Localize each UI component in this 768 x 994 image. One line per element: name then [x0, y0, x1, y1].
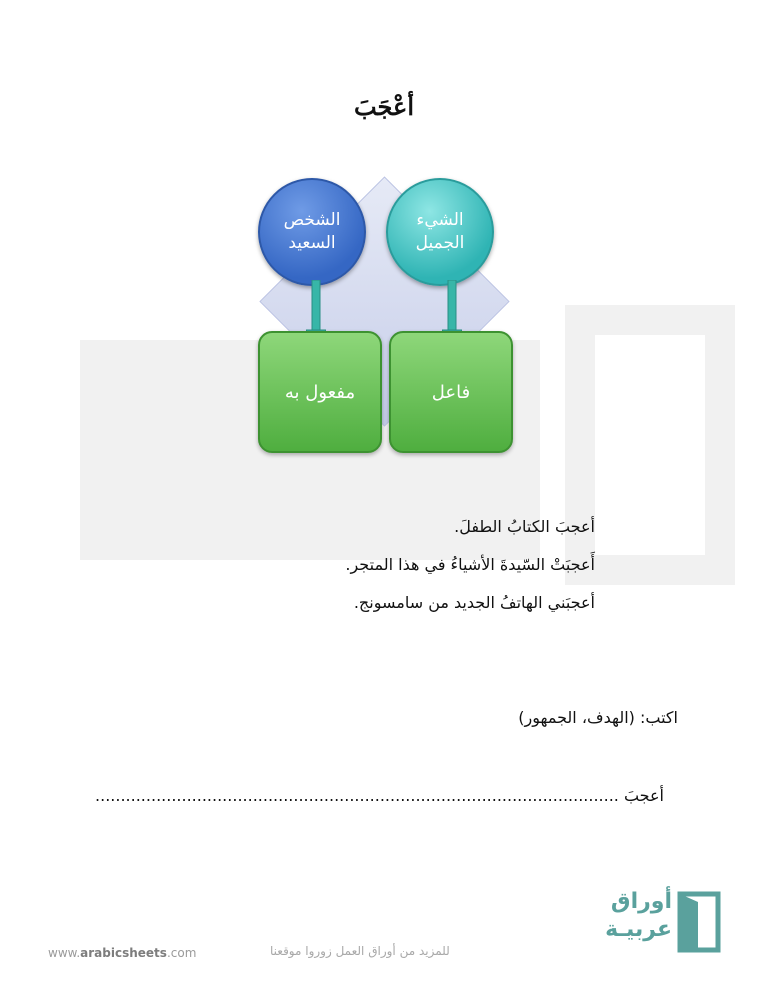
- circle-left-line2: السعيد: [288, 233, 336, 253]
- footer-website: [48, 946, 196, 960]
- box-object-label: مفعول به: [284, 381, 356, 403]
- logo-line2: عربيـة: [605, 917, 672, 942]
- circle-happy-person: [258, 178, 366, 286]
- logo-text: [580, 888, 672, 944]
- circle-right-line2: الجميل: [415, 233, 465, 253]
- logo-line1: أوراق: [610, 889, 672, 914]
- example-line: أعجبَني الهاتفُ الجديد من سامسونج.: [353, 593, 595, 612]
- box-subject: [389, 331, 513, 453]
- circle-right-line1: الشيء: [416, 210, 464, 231]
- writing-instruction: اكتب: (الهدف، الجمهور): [518, 708, 678, 727]
- page-title: أعْجَبَ: [353, 92, 415, 121]
- answer-line[interactable]: أعجبَ .......................................................................................................: [95, 786, 664, 805]
- footer-url-bold: arabicsheets: [80, 946, 167, 960]
- brand-logo: [580, 888, 730, 958]
- circle-beautiful-thing: [386, 178, 494, 286]
- box-subject-label: فاعل: [431, 381, 471, 403]
- grammar-diagram: [226, 168, 546, 478]
- footer-tagline: للمزيد من أوراق العمل زوروا موقعنا: [270, 944, 450, 958]
- circle-left-line1: الشخص: [283, 210, 341, 231]
- example-line: أعجبَ الكتابُ الطفلَ.: [454, 517, 595, 536]
- box-object: [258, 331, 382, 453]
- footer-url-suffix: .com: [166, 946, 197, 960]
- example-line: أَعجبَتْ السّيدةَ الأشياءُ في هذا المتجر.: [345, 555, 595, 574]
- example-sentences: [180, 508, 595, 622]
- footer-url-prefix: www.: [48, 946, 81, 960]
- book-icon: [676, 890, 722, 954]
